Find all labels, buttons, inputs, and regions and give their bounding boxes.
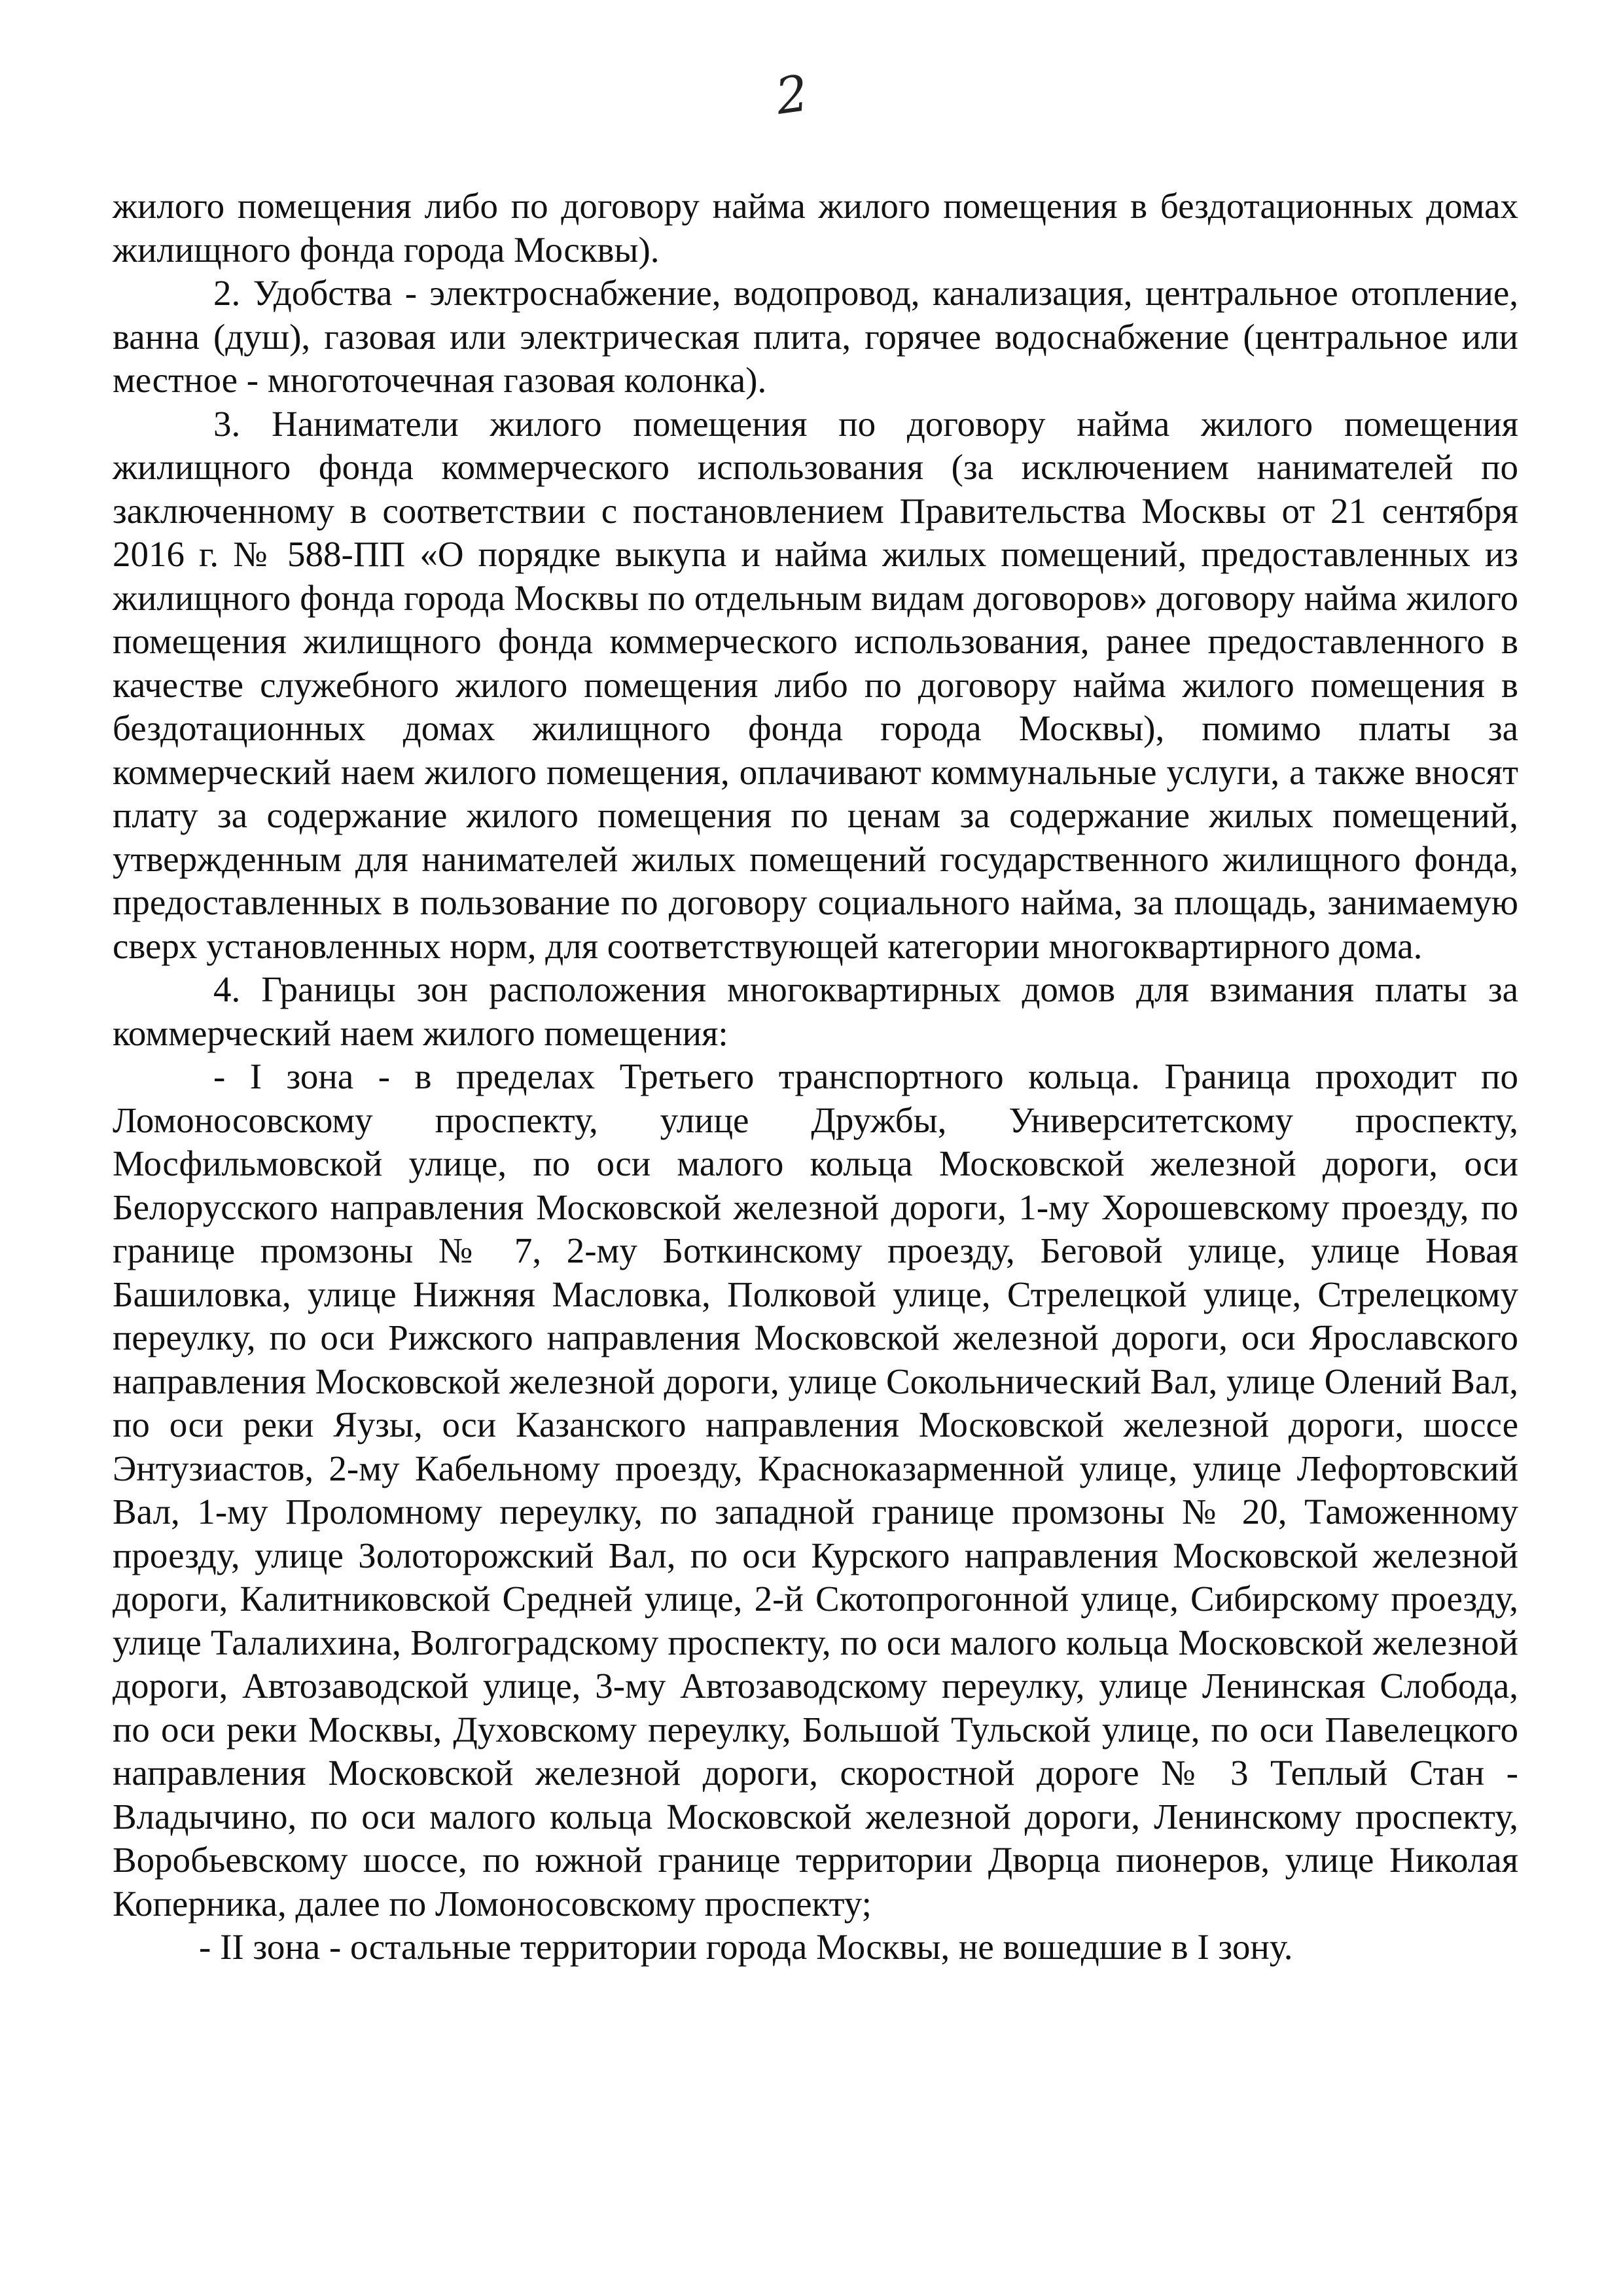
document-body xyxy=(113,185,1518,1969)
paragraph-2-amenities: 2. Удобства - электроснабжение, водопровод, канализация, центральное отопление, ванна (душ), газовая или электрическая плита, горячее водоснабжение (центральное или местное - многоточечная газовая колонка). xyxy=(113,273,1518,400)
zone-1-description: - I зона - в пределах Третьего транспортного кольца. Граница проходит по Ломоносовскому проспекту, улице Дружбы, Университетскому проспекту, Мосфильмовской улице, по оси малого кольца Московской железной дороги, оси Белорусского направления Московской железной дороги, 1-му Хорошевскому проезду, по границе промзоны № 7, 2-му Боткинскому проезду, Беговой улице, улице Новая Башиловка, улице Нижняя Масловка, Полковой улице, Стрелецкой улице, Стрелецкому переулку, по оси Рижского направления Московской железной дороги, оси Ярославского направления Московской железной дороги, улице Сокольнический Вал, улице Олений Вал, по оси реки Яузы, оси Казанского направления Московской железной дороги, шоссе Энтузиастов, 2-му Кабельному проезду, Красноказарменной улице, улице Лефортовский Вал, 1-му Проломному переулку, по западной границе промзоны № 20, Таможенному проезду, улице Золоторожский Вал, по оси Курского направления Московской железной дороги, Калитниковской Средней улице, 2-й Скотопрогонной улице, Сибирскому проезду, улице Талалихина, Волгоградскому проспекту, по оси малого кольца Московской железной дороги, Автозаводской улице, 3-му Автозаводскому переулку, улице Ленинская Слобода, по оси реки Москвы, Духовскому переулку, Большой Тульской улице, по оси Павелецкого направления Московской железной дороги, скоростной дороге № 3 Теплый Стан - Владычино, по оси малого кольца Московской железной дороги, Ленинскому проспекту, Воробьевскому шоссе, по южной границе территории Дворца пионеров, улице Николая Коперника, далее по Ломоносовскому проспекту; xyxy=(113,1056,1518,1924)
zone-2-description: - II зона - остальные территории города Москвы, не вошедшие в I зону. xyxy=(199,1927,1293,1967)
page-number: 2 xyxy=(772,63,812,126)
paragraph-4-zone-boundaries: 4. Границы зон расположения многоквартирных домов для взимания платы за коммерческий наем жилого помещения: xyxy=(113,969,1518,1053)
paragraph-3-tenants: 3. Наниматели жилого помещения по договору найма жилого помещения жилищного фонда коммерческого использования (за исключением нанимателей по заключенному в соответствии с постановлением Правительства Москвы от 21 сентября 2016 г. № 588-ПП «О порядке выкупа и найма жилых помещений, предоставленных из жилищного фонда города Москвы по отдельным видам договоров» договору найма жилого помещения жилищного фонда коммерческого использования, ранее предоставленного в качестве служебного жилого помещения либо по договору найма жилого помещения в бездотационных домах жилищного фонда города Москвы), помимо платы за коммерческий наем жилого помещения, оплачивают коммунальные услуги, а также вносят плату за содержание жилого помещения по ценам за содержание жилых помещений, утвержденным для нанимателей жилых помещений государственного жилищного фонда, предоставленных в пользование по договору социального найма, за площадь, занимаемую сверх установленных норм, для соответствующей категории многоквартирного дома. xyxy=(113,403,1518,966)
paragraph-continuation: жилого помещения либо по договору найма жилого помещения в бездотационных домах жилищного фонда города Москвы). xyxy=(113,186,1518,270)
